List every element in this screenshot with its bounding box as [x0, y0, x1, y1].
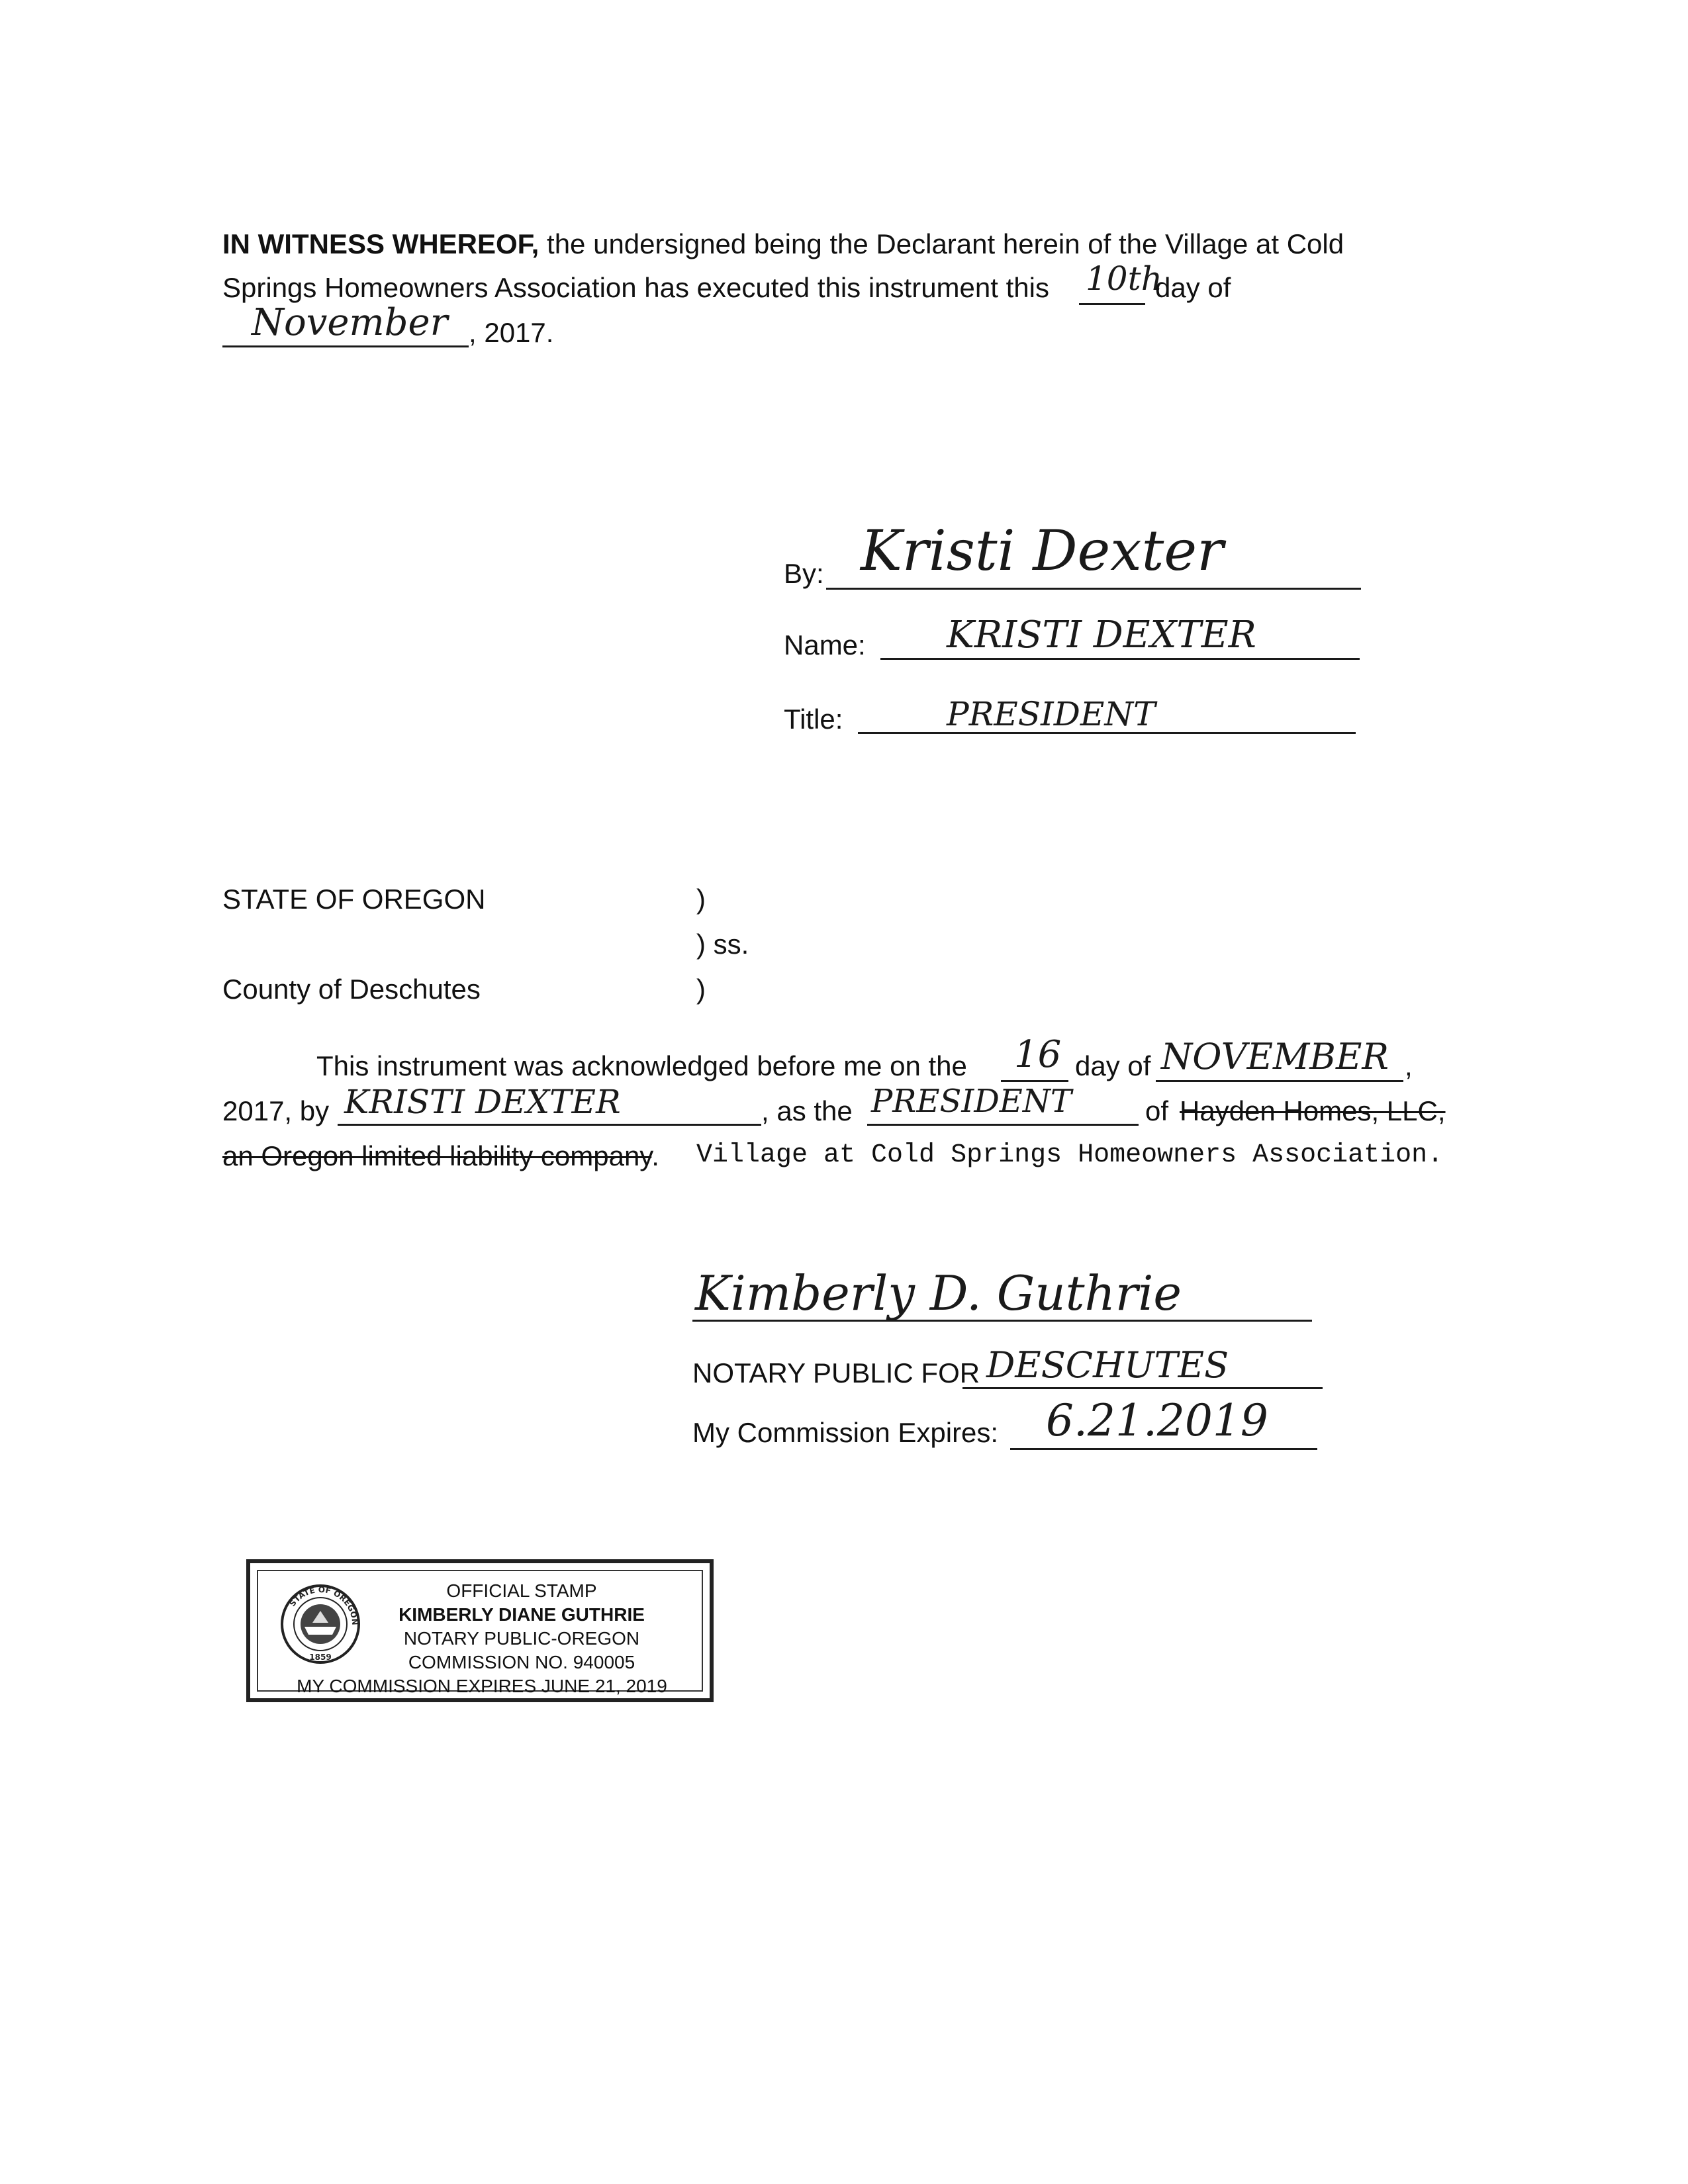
witness-day-of: day of — [1155, 272, 1231, 303]
ack-title-line — [867, 1124, 1139, 1126]
ack-period: . — [651, 1140, 659, 1171]
venue-ss: ) ss. — [696, 929, 749, 960]
ack-struck-company: Hayden Homes, LLC, — [1180, 1095, 1446, 1126]
by-line — [826, 588, 1361, 590]
notary-public-for-label: NOTARY PUBLIC FOR — [692, 1357, 980, 1388]
ack-day-line — [1001, 1080, 1068, 1082]
ack-title-handwritten: PRESIDENT — [871, 1083, 1072, 1120]
ack-line-1-text: This instrument was acknowledged before me on the — [316, 1050, 967, 1081]
title-handwritten: PRESIDENT — [947, 695, 1156, 733]
ack-comma: , — [1405, 1050, 1413, 1081]
notary-expires-label: My Commission Expires: — [692, 1417, 999, 1448]
witness-lead: IN WITNESS WHEREOF, — [222, 228, 539, 259]
ack-name-handwritten: KRISTI DEXTER — [344, 1083, 621, 1121]
notary-signature-line — [692, 1320, 1312, 1322]
witness-line-1 — [222, 230, 1344, 258]
venue-state: STATE OF OREGON — [222, 884, 486, 915]
title-label: Title: — [784, 704, 843, 735]
seal-top-text: STATE OF OREGON — [287, 1584, 360, 1626]
name-line — [880, 658, 1360, 660]
stamp-line-2: KIMBERLY DIANE GUTHRIE — [399, 1604, 645, 1625]
witness-year: , 2017. — [469, 317, 554, 348]
name-handwritten: KRISTI DEXTER — [947, 614, 1256, 657]
ack-month-line — [1156, 1080, 1403, 1082]
by-label: By: — [784, 558, 824, 589]
notary-county-handwritten: DESCHUTES — [986, 1344, 1229, 1386]
venue-county: County of Deschutes — [222, 974, 481, 1005]
witness-line-1-text: the undersigned being the Declarant herein of the Village at Cold — [539, 228, 1344, 259]
ack-struck-line-3: an Oregon limited liability company — [222, 1140, 652, 1171]
ack-day-handwritten: 16 — [1014, 1033, 1062, 1076]
stamp-line-4: COMMISSION NO. 940005 — [408, 1652, 635, 1672]
witness-month-line — [222, 345, 469, 347]
notary-signature: Kimberly D. Guthrie — [695, 1265, 1182, 1321]
witness-month-handwritten: November — [252, 301, 448, 344]
ack-line-3 — [222, 1142, 659, 1170]
venue-paren-1: ) — [696, 884, 706, 915]
ack-of: of — [1145, 1095, 1169, 1126]
notary-expires-handwritten: 6.21.2019 — [1046, 1395, 1268, 1446]
ack-month-handwritten: NOVEMBER — [1161, 1036, 1389, 1077]
ack-typed-insert: Village at Cold Springs Homeowners Association. — [696, 1140, 1444, 1170]
seal-year: 1859 — [309, 1653, 332, 1662]
venue-paren-3: ) — [696, 974, 706, 1005]
witness-day-line — [1079, 303, 1145, 305]
ack-line-2-start: 2017, by — [222, 1095, 330, 1126]
ack-name-line — [338, 1124, 761, 1126]
notary-county-line — [962, 1387, 1323, 1389]
witness-day-handwritten: 10th — [1086, 259, 1162, 298]
title-line — [858, 732, 1356, 734]
ack-day-of: day of — [1075, 1050, 1151, 1081]
stamp-line-3: NOTARY PUBLIC-OREGON — [403, 1628, 640, 1649]
witness-line-2: Springs Homeowners Association has executed this instrument this — [222, 272, 1049, 303]
by-signature: Kristi Dexter — [861, 518, 1224, 583]
name-label: Name: — [784, 629, 866, 660]
ack-as-the: , as the — [761, 1095, 853, 1126]
notary-expires-line — [1010, 1448, 1317, 1450]
stamp-line-5: MY COMMISSION EXPIRES JUNE 21, 2019 — [297, 1676, 667, 1696]
stamp-line-1: OFFICIAL STAMP — [446, 1580, 597, 1601]
official-stamp — [246, 1559, 714, 1702]
